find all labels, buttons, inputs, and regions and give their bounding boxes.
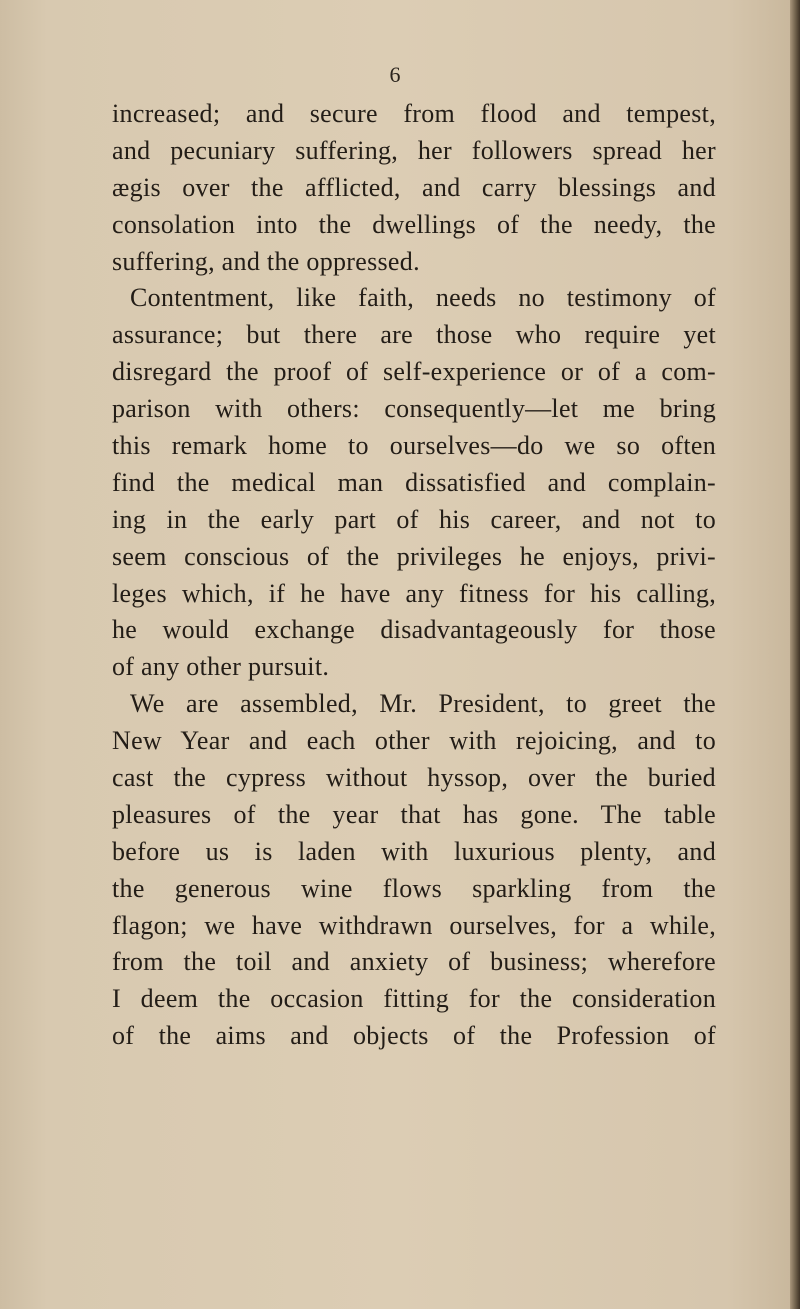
text-line: cast the cypress without hyssop, over the buried bbox=[112, 763, 716, 793]
text-line: pleasures of the year that has gone. The table bbox=[112, 799, 716, 829]
text-line: ing in the early part of his career, and not to bbox=[112, 504, 716, 534]
text-line: disregard the proof of self-experience or of a com- bbox=[112, 357, 716, 387]
text-line: parison with others: consequently—let me bring bbox=[112, 394, 716, 424]
text-line: Contentment, like faith, needs no testimony of bbox=[130, 283, 716, 313]
text-line: ægis over the afflicted, and carry blessings and bbox=[112, 172, 716, 202]
text-line: of the aims and objects of the Profession of bbox=[112, 1021, 716, 1051]
text-line: from the toil and anxiety of business; wherefore bbox=[112, 947, 716, 977]
text-line: the generous wine flows sparkling from the bbox=[112, 873, 716, 903]
text-line: this remark home to ourselves—do we so often bbox=[112, 431, 716, 461]
text-line: find the medical man dissatisfied and complain- bbox=[112, 467, 716, 497]
text-line: leges which, if he have any fitness for his calling, bbox=[112, 578, 716, 608]
text-line: he would exchange disadvantageously for those bbox=[112, 615, 716, 645]
book-binding-edge bbox=[790, 0, 800, 1309]
text-line: and pecuniary suffering, her followers spread her bbox=[112, 135, 716, 165]
text-line: We are assembled, Mr. President, to greet the bbox=[130, 689, 716, 719]
text-line: seem conscious of the privileges he enjoys, privi- bbox=[112, 541, 716, 571]
text-line: flagon; we have withdrawn ourselves, for a while, bbox=[112, 910, 716, 940]
text-line: before us is laden with luxurious plenty, and bbox=[112, 836, 716, 866]
text-line: suffering, and the oppressed. bbox=[112, 246, 420, 276]
text-line: New Year and each other with rejoicing, and to bbox=[112, 726, 716, 756]
text-line: I deem the occasion fitting for the consideration bbox=[112, 984, 716, 1014]
body-text bbox=[112, 96, 716, 1055]
text-line: increased; and secure from flood and tempest, bbox=[112, 99, 716, 128]
text-line: consolation into the dwellings of the needy, the bbox=[112, 209, 716, 239]
page-number: 6 bbox=[389, 62, 401, 87]
text-line: of any other pursuit. bbox=[112, 652, 330, 682]
text-line: assurance; but there are those who require yet bbox=[112, 320, 716, 350]
